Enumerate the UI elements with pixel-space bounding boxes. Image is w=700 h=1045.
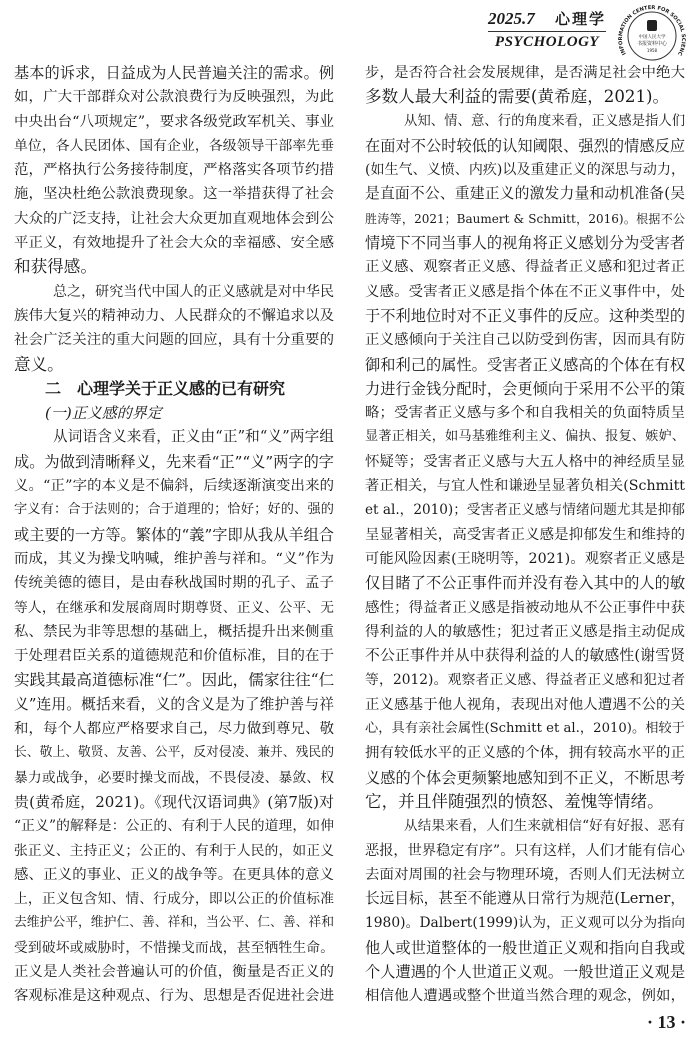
text-line: 意义。: [14, 354, 64, 374]
text-line: (如生气、义愤、内疚)以及重建正义的深思与动力，: [365, 162, 685, 179]
svg-text:1958: 1958: [646, 48, 658, 53]
text-line: 上，正义包含知、情、行成分，即以公正的价值标准: [14, 891, 334, 908]
text-line: 可能风险因素(王晓明等，2021)。观察者正义感是: [365, 550, 685, 567]
text-line: 从知、情、意、行的角度来看，正义感是指人们: [404, 113, 686, 129]
text-line: 义。“正”字的本义是不偏斜，后续逐渐演变出来的: [14, 478, 334, 495]
text-line: 从结果来看，人们生来就相信“好有好报、恶有: [404, 818, 685, 835]
running-header: [488, 8, 606, 51]
text-line: 传统美德的德目，是由春秋战国时期的孔子、孟子: [14, 575, 334, 592]
text-line: 多数人最大利益的需要(黄希庭，2021)。: [365, 87, 670, 107]
section-heading: [14, 377, 334, 401]
text-line: (一)正义感的界定: [45, 404, 162, 423]
text-line: 恶报，世界稳定有序”。只有这样，人们才能有信心: [365, 842, 685, 859]
paragraph: [14, 425, 334, 1008]
text-line: 施，坚决杜绝公款浪费现象。这一举措获得了社会: [14, 186, 334, 203]
text-line: 感性；得益者正义感是指被动地从不公正事件中获: [365, 599, 685, 616]
text-line: et al.，2010)；受害者正义感与情绪问题尤其是抑郁: [365, 502, 685, 519]
text-line: 范，严格执行公务接待制度，严格落实各项节约措: [14, 162, 334, 179]
text-line: 张正义、主持正义；公正的、有利于人民的，如正义: [14, 842, 334, 859]
paragraph: [365, 61, 685, 110]
text-line: 胜涛等，2021；Baumert & Schmitt，2016)。根据不公: [365, 211, 685, 226]
text-line: 情境下不同当事人的视角将正义感划分为受害者: [365, 234, 685, 253]
subsection-heading: [14, 401, 334, 425]
text-line: 平正义，有效地提升了社会大众的幸福感、安全感: [14, 235, 334, 252]
text-line: 社会广泛关注的重大问题的回应，具有十分重要的: [14, 332, 334, 349]
text-line: 力进行金钱分配时，会更倾向于采用不公平的策: [365, 379, 685, 398]
text-line: 他人或世道整体的一般世道正义观和指向自我或: [365, 938, 685, 957]
text-line: 不公正事件并从中获得利益的人的敏感性(谢雪贤: [365, 647, 685, 665]
text-line: 著正相关，与宜人性和谦逊呈显著负相关(Schmitt: [365, 478, 685, 495]
text-line: 于处理君臣关系的道德规范和价值标准，目的在于: [14, 648, 334, 665]
text-line: 它，并且伴随强烈的愤怒、羞愧等情绪。: [365, 791, 664, 811]
text-line: 成。为做到清晰释义，先来看“正”“义”两字的字: [14, 452, 334, 471]
text-line: “正义”的解释是：公正的、有利于人民的道理，如伸: [14, 818, 334, 835]
text-line: 相信他人遭遇或整个世道当然合理的观念，例如，: [365, 988, 685, 1005]
text-line: 长、敬上、敬贤、友善、公平，反对侵凌、兼并、残民的: [14, 745, 334, 761]
text-line: 去面对周围的社会与物理环境，否则人们无法树立: [365, 866, 685, 883]
text-line: 二 心理学关于正义感的已有研究: [45, 378, 286, 398]
text-line: 怀疑等；受害者正义感与大五人格中的神经质呈显: [365, 453, 685, 470]
text-line: 正义感、观察者正义感、得益者正义感和犯过者正: [365, 259, 685, 276]
text-line: 等人，在继承和发展商周时期尊贤、正义、公平、无: [14, 599, 334, 616]
right-text-column: [365, 61, 685, 1009]
paragraph: [14, 61, 334, 280]
text-line: 或主要的一方等。繁体的“義”字即从我从羊组合: [14, 525, 334, 544]
text-line: 如，广大干部群众对公款浪费行为反映强烈，为此: [14, 89, 334, 106]
paragraph: [365, 110, 685, 815]
paragraph: [365, 814, 685, 1008]
publisher-seal-logo: [612, 2, 692, 64]
text-line: 私、禁民为非等思想的基础上，概括提升出来侧重: [14, 623, 334, 640]
text-line: 心，具有亲社会属性(Schmitt et al.，2010)。相较于: [365, 721, 685, 737]
paragraph: [14, 280, 334, 377]
text-line: 大众的广泛支持，让社会大众更加直观地体会到公: [14, 210, 334, 227]
text-line: 和获得感。: [14, 257, 97, 277]
text-line: 客观标准是这种观点、行为、思想是否促进社会进: [14, 988, 334, 1005]
text-line: 仅目睹了不公正事件而并没有卷入其中的人的敏: [365, 574, 685, 593]
text-line: 义感的个体会更频繁地感知到不正义，不断思考: [365, 768, 685, 787]
text-line: 略；受害者正义感与多个和自我相关的负面特质呈: [365, 405, 685, 422]
svg-text:INFORMATION CENTER FOR SOCIAL: INFORMATION CENTER FOR SOCIAL SCIENC: [617, 4, 687, 57]
text-line: 正义感倾向于关注自己以防受到伤害，因而具有防: [365, 332, 685, 349]
text-line: 感、正义的事业、正义的战争等。在更具体的意义: [14, 866, 334, 883]
text-line: 等，2012)。观察者正义感、得益者正义感和犯过者: [365, 672, 685, 689]
text-line: 呈显著相关，高受害者正义感是抑郁发生和维持的: [365, 526, 685, 543]
text-line: 单位，各人民团体、国有企业，各级领导干部率先垂: [14, 137, 334, 154]
journal-title: 心理学: [554, 10, 606, 28]
text-line: 拥有较低水平的正义感的个体，拥有较高水平的正: [365, 745, 685, 762]
svg-text:中国人民大学: 中国人民大学: [638, 35, 666, 40]
left-text-column: [14, 61, 334, 1009]
text-line: 于不利地位时对不正义事件的反应。这种类型的: [365, 306, 685, 325]
text-line: 总之，研究当代中国人的正义感就是对中华民: [53, 283, 334, 300]
text-line: 是直面不公、重建正义的激发力量和动机准备(吴: [365, 185, 685, 203]
issue-number: 2025.7: [488, 9, 535, 28]
text-line: 得利益的人的敏感性；犯过者正义感是指主动促成: [365, 623, 685, 640]
page-number: · 13 ·: [646, 1012, 686, 1032]
text-line: 个人遭遇的个人世道正义观。一般世道正义观是: [365, 962, 685, 981]
text-line: 御和利己的属性。受害者正义感高的个体在有权: [365, 355, 685, 374]
text-line: 字义有：合于法则的；合于道理的；恰好；好的、强的: [14, 502, 334, 518]
svg-text:书报资料中心: 书报资料中心: [636, 41, 668, 47]
text-line: 长远目标，甚至不能遵从日常行为规范(Lerner，: [365, 890, 685, 908]
text-line: 显著正相关，如马基雅维利主义、偏执、报复、嫉妒、: [365, 429, 685, 445]
text-line: 和，每个人都应严格要求自己，尽力做到尊兄、敬: [14, 721, 334, 738]
text-line: 贵(黄希庭，2021)。《现代汉语词典》(第7版)对: [14, 792, 334, 811]
text-line: 实践其最高道德标准“仁”。因此，儒家往往“仁: [14, 671, 335, 690]
text-line: 暴力或战争，必要时操戈而战，不畏侵凌、暴敛、权: [14, 769, 334, 786]
text-line: 步，是否符合社会发展规律，是否满足社会中绝大: [365, 65, 685, 81]
text-line: 在面对不公时较低的认知阈限、强烈的情感反应: [365, 136, 685, 155]
text-line: 中央出台“八项规定”，要求各级党政军机关、事业: [14, 113, 334, 130]
text-line: 从词语含义来看，正义由“正”和“义”两字组: [53, 428, 334, 446]
text-line: 去维护公平，维护仁、善、祥和，当公平、仁、善、祥和: [14, 915, 334, 931]
text-line: 基本的诉求，日益成为人民普遍关注的需求。例: [14, 64, 334, 82]
text-line: 义感。受害者正义感是指个体在不正义事件中，处: [365, 283, 685, 300]
text-line: 而成，其义为操戈呐喊，维护善与祥和。“义”作为: [14, 550, 334, 567]
text-line: 义”连用。概括来看，义的含义是为了维护善与祥: [14, 695, 334, 713]
text-line: 正义感基于他人视角，表现出对他人遭遇不公的关: [365, 696, 685, 713]
text-line: 正义是人类社会普遍认可的价值，衡量是否正义的: [14, 963, 334, 980]
text-line: 受到破坏或威胁时，不惜操戈而战，甚至牺牲生命。: [14, 939, 334, 956]
text-line: 族伟大复兴的精神动力、人民群众的不懈追求以及: [14, 307, 334, 324]
journal-title-en: PSYCHOLOGY: [494, 34, 600, 50]
text-line: 1980)。Dalbert(1999)认为，正义观可以分为指向: [365, 915, 685, 932]
